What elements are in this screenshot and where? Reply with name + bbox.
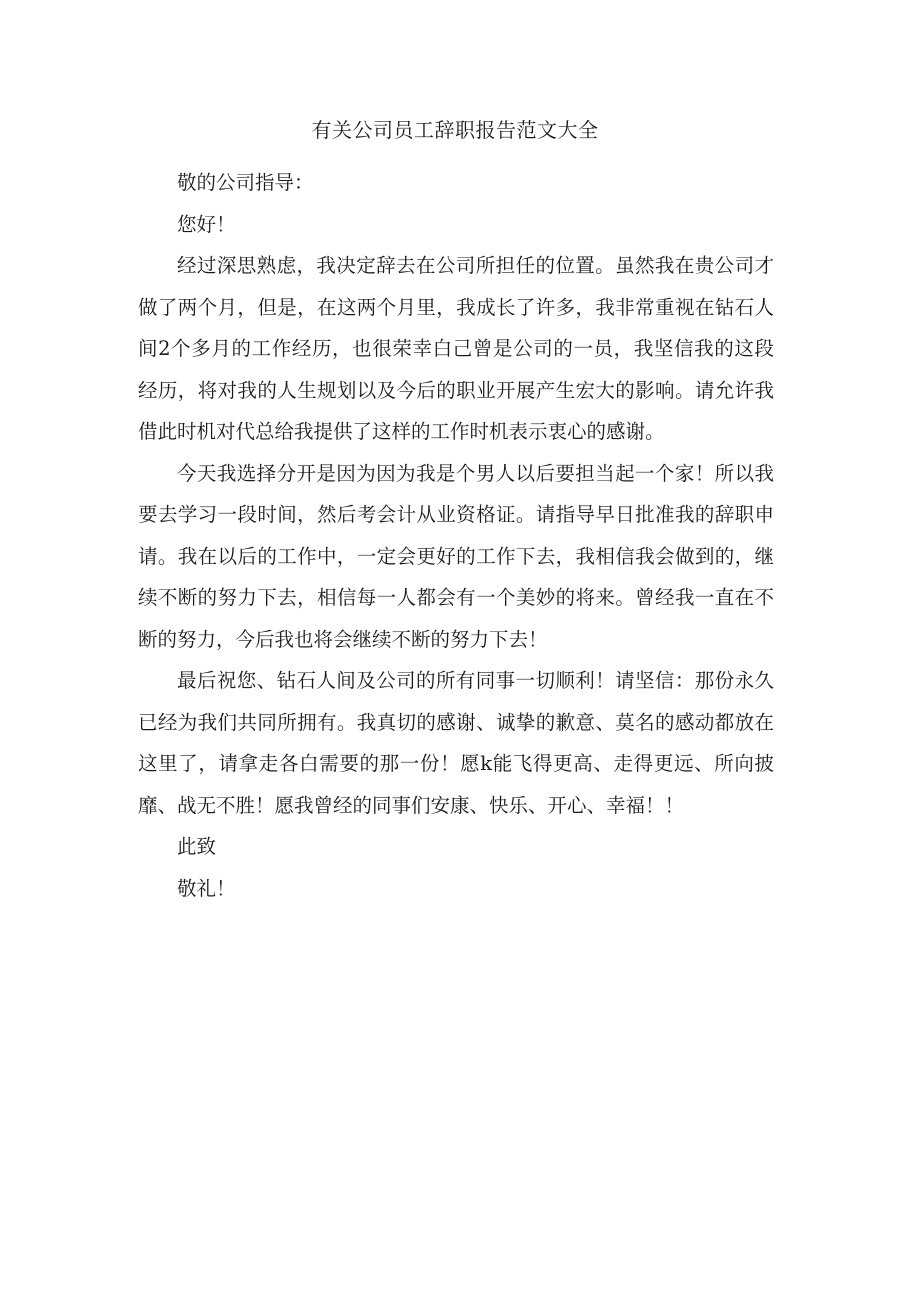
paragraph: 今天我选择分开是因为因为我是个男人以后要担当起一个家！所以我要去学习一段时间，然后考会计从业资格证。请指导早日批准我的辞职申请。我在以后的工作中，一定会更好的工作下去，我相信我会做到的，继续不断的努力下去，相信每一人都会有一个美妙的将来。曾经我一直在不断的努力，今后我也将会继续不断的努力下去！ (138, 461, 774, 651)
greeting: 您好！ (177, 212, 236, 236)
paragraph: 最后祝您、钻石人间及公司的所有同事一切顺利！请坚信：那份永久已经为我们共同所拥有。我真切的感谢、诚挚的歉意、莫名的感动都放在这里了，请拿走各白需要的那一份！愿k能飞得更高、走得更远、所向披靡、战无不胜！愿我曾经的同事们安康、快乐、开心、幸福！！ (138, 669, 774, 817)
closing: 此致 (177, 835, 217, 858)
document-body (138, 162, 774, 909)
document-title: 有关公司员工辞职报告范文大全 (311, 118, 599, 142)
salutation: 敬的公司指导： (177, 171, 314, 194)
paragraph: 经过深思熟虑，我决定辞去在公司所担任的位置。虽然我在贵公司才做了两个月，但是，在这两个月里，我成长了许多，我非常重视在钻石人间2个多月的工作经历，也很荣幸白己曾是公司的一员，我坚信我的这段经历，将对我的人生规划以及今后的职业开展产生宏大的影响。请允许我借此时机对代总给我提供了这样的工作时机表示衷心的感谢。 (138, 254, 774, 443)
regards: 敬礼！ (177, 876, 236, 900)
